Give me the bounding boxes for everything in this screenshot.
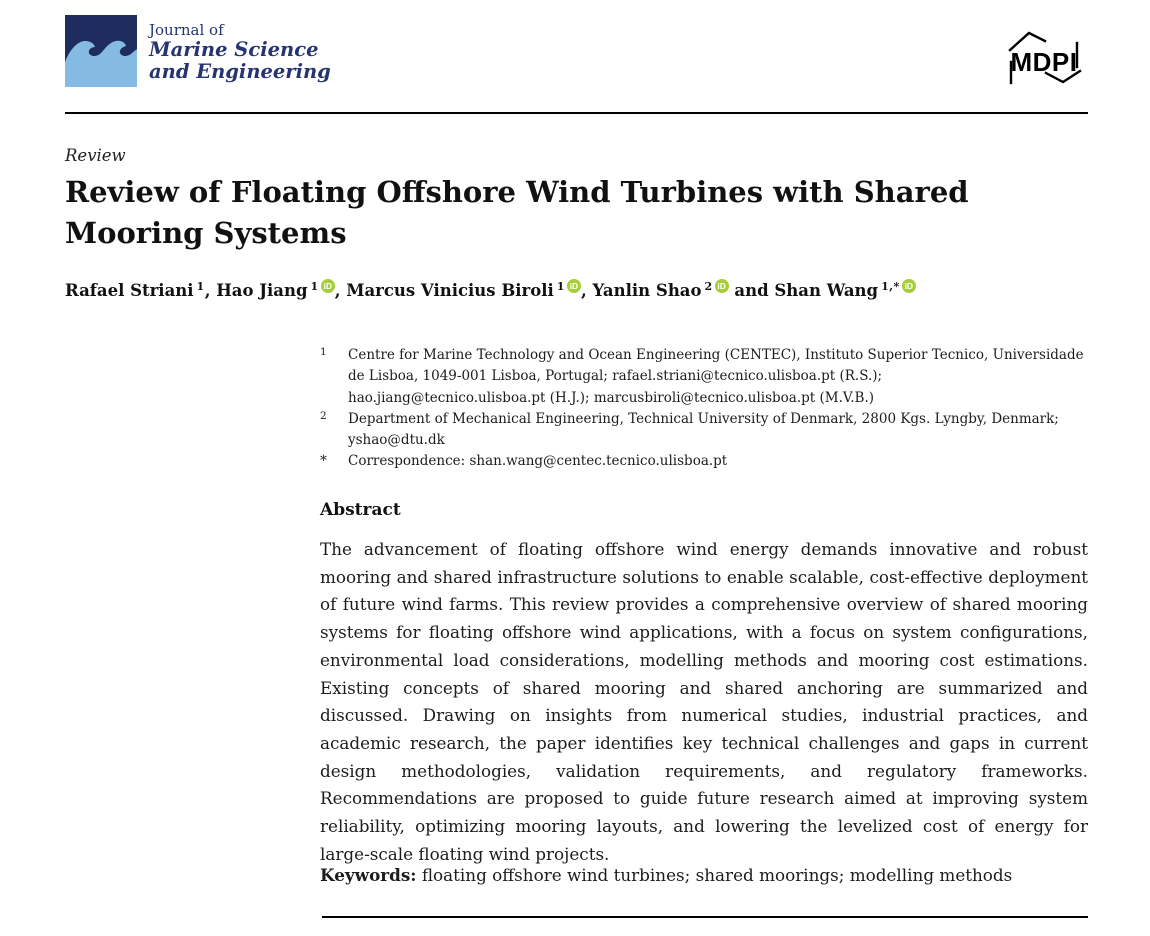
affiliation-row [320, 345, 1088, 409]
keywords-label: Keywords: [320, 865, 417, 885]
abstract-heading: Abstract [320, 500, 401, 520]
author-affiliation-sup: 1 [196, 279, 205, 293]
page-title [65, 172, 1088, 254]
correspondence-row [320, 451, 1088, 472]
author-name: Hao Jiang $^1$ [216, 279, 319, 300]
affiliation-row [320, 409, 1088, 452]
author-affiliation-sup: 1 [556, 279, 565, 293]
author-affiliation-sup: 1,* [881, 279, 900, 293]
keywords-text: floating offshore wind turbines; shared moorings; modelling methods [416, 865, 1013, 885]
journal-name-prefix: Journal of [149, 21, 224, 39]
author-affiliation-sup: 1 [310, 279, 319, 293]
page-header [65, 15, 1088, 89]
orcid-icon[interactable]: iD [321, 279, 335, 293]
title-line1: Review of Floating Offshore Wind Turbines with Shared [65, 175, 969, 209]
author-name: Shan Wang $^{1,*}$ [774, 279, 900, 300]
affiliations [320, 345, 1088, 473]
author-affiliation-sup: 2 [704, 279, 713, 293]
journal-name-line2: and Engineering [149, 59, 331, 83]
top-rule [65, 112, 1088, 114]
keywords-line [320, 865, 1088, 885]
journal-name [149, 21, 331, 82]
author-name: Marcus Vinicius Biroli $^1$ [346, 279, 565, 300]
author-name: Rafael Striani $^1$ [65, 279, 205, 300]
correspondence-marker: * [320, 453, 327, 470]
bottom-rule [322, 916, 1088, 918]
abstract-text: The advancement of floating offshore wind energy demands innovative and robust mooring and shared infrastructure solutions to enable scalable, cost-effective deployment of future wind farms. This review provides a comprehensive overview of shared mooring systems for floating offshore wind applications, with a focus on system configurations, environmental load considerations, modelling methods and mooring cost estimations. Existing concepts of shared mooring and shared anchoring are summarized and discussed. Drawing on insights from numerical studies, industrial practices, and academic research, the paper identifies key technical challenges and gaps in current design methodologies, validation requirements, and regulatory frameworks. Recommendations are proposed to guide future research aimed at improving system reliability, optimizing mooring layouts, and lowering the levelized cost of energy for large-scale floating wind projects. [320, 539, 1088, 864]
affiliation-marker: 1 [320, 346, 327, 358]
affiliation-marker: 2 [320, 409, 327, 422]
title-line2: Mooring Systems [65, 216, 347, 250]
mdpi-logo-text: MDPI [1010, 47, 1078, 77]
authors-line: Rafael Striani $^1$, Hao Jiang $^1$ iD , Marcus Vinicius Biroli $^1$ iD , Yanlin Shao $^2$ iD and Shan Wang $^{1,*}$ iD [65, 279, 1088, 300]
journal-wave-logo-icon [65, 15, 137, 87]
affiliation-text: Department of Mechanical Engineering, Technical University of Denmark, 2800 Kgs. Lyngby, Denmark; yshao@dtu.dk [348, 410, 1059, 449]
correspondence-text: Correspondence: shan.wang@centec.tecnico.ulisboa.pt [348, 453, 728, 470]
affiliation-text: Centre for Marine Technology and Ocean Engineering (CENTEC), Instituto Superior Tecnico, Universidade de Lisboa, 1049-001 Lisboa, Portugal; rafael.striani@tecnico.ulisboa.pt (R.S.); hao.jiang@tecnico.ulisboa.pt (H.J.); marcusbiroli@tecnico.ulisboa.pt (M.V.B.) [348, 347, 1084, 406]
author-name: Yanlin Shao $^2$ [592, 279, 713, 300]
orcid-icon[interactable]: iD [902, 279, 916, 293]
orcid-icon[interactable]: iD [567, 279, 581, 293]
article-type-label: Review [65, 146, 126, 165]
journal-name-line1: Marine Science [149, 38, 319, 61]
mdpi-logo [1000, 27, 1088, 87]
orcid-icon[interactable]: iD [715, 279, 729, 293]
